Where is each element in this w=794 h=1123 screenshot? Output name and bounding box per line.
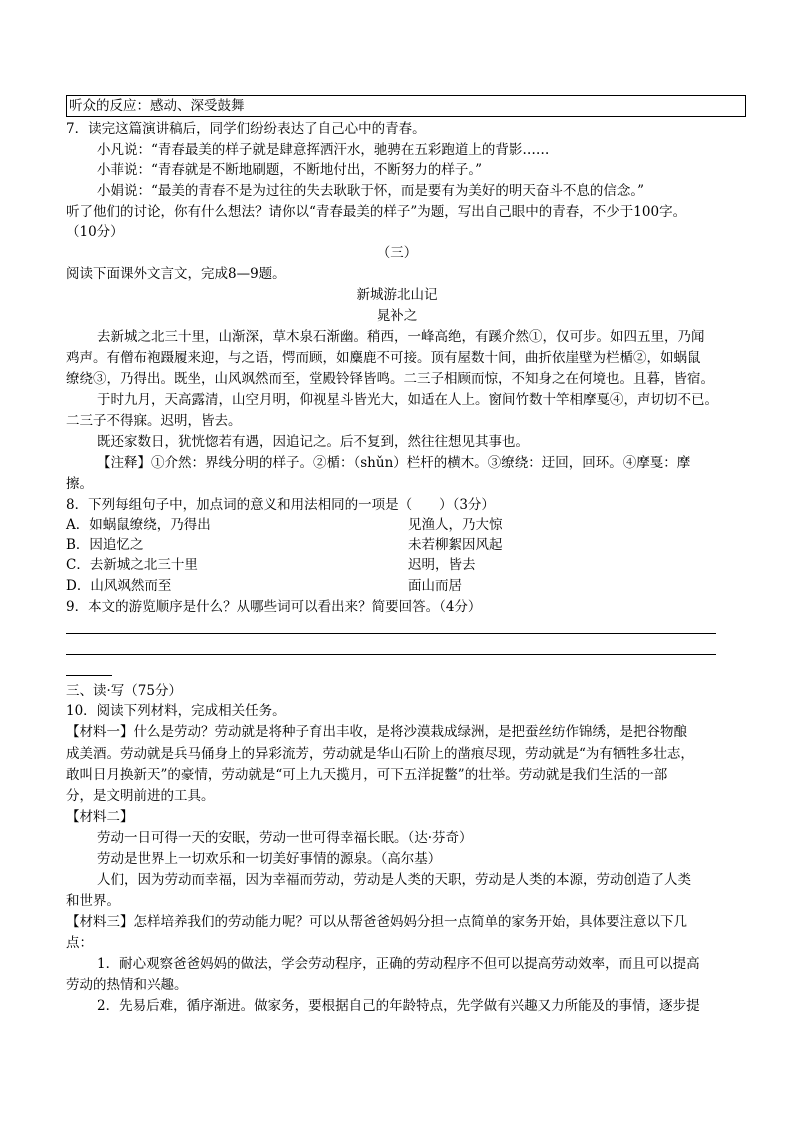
section3-heading: （三） xyxy=(376,245,418,261)
poem-author: 晁补之 xyxy=(376,308,418,324)
q8-option-c-right: 迟明，皆去 xyxy=(408,557,476,573)
material1-line1: 【材料一】什么是劳动？劳动就是将种子育出丰收，是将沙漠栽成绿洲，是把蚕丝纺作锦绣，是把谷物酿 xyxy=(66,724,687,740)
q7-xiaojuan: 小娟说：“最美的青春不是为过往的失去耿耿于怀，而是要有为美好的明天奋斗不息的信念。” xyxy=(97,183,645,199)
para1-line3: 缭绕③，乃得出。既坐，山风飒然而至，堂殿铃铎皆鸣。二三子相顾而惊，不知身之在何境也。且暮，皆宿。 xyxy=(66,371,714,387)
audience-reaction-text: 听众的反应：感动、深受鼓舞 xyxy=(69,98,245,114)
answer-line-3 xyxy=(66,675,112,676)
q7-stem: 7．读完这篇演讲稿后，同学们纷纷表达了自己心中的青春。 xyxy=(66,121,426,137)
q8-option-a-left: A．如蜗鼠缭绕，乃得出 xyxy=(66,517,211,533)
q8-option-a-right: 见渔人，乃大惊 xyxy=(408,517,503,533)
q7-task-line2: （10分） xyxy=(66,224,124,240)
para2-line1: 于时九月，天高露清，山空月明，仰视星斗皆光大，如适在人上。窗间竹数十竿相摩戛④，声切切不已。 xyxy=(97,392,718,408)
note-line2: 擦。 xyxy=(66,476,93,492)
q8-option-c-left: C．去新城之北三十里 xyxy=(66,557,198,573)
material3-point1-line2: 劳动的热情和兴趣。 xyxy=(66,977,188,993)
para1-line1: 去新城之北三十里，山渐深，草木泉石渐幽。稍西，一峰高绝，有蹊介然①，仅可步。如四五里，乃闻 xyxy=(97,329,705,345)
q8-option-b-right: 未若柳絮因风起 xyxy=(408,537,503,553)
material2-quote1: 劳动一日可得一天的安眠，劳动一世可得幸福长眠。（达·芬奇） xyxy=(97,830,473,846)
material1-line4: 分，是文明前进的工具。 xyxy=(66,788,215,804)
section3-instruction: 阅读下面课外文言文，完成8—9题。 xyxy=(66,266,286,282)
material1-line2: 成美酒。劳动就是兵马俑身上的异彩流芳，劳动就是华山石阶上的凿痕尽现，劳动就是“为有牺牲多壮志， xyxy=(66,746,694,762)
part3-heading: 三、读·写（75分） xyxy=(66,683,182,699)
material2-label: 【材料二】 xyxy=(66,809,134,825)
q8-stem: 8．下列每组句子中，加点词的意义和用法相同的一项是（ ）（3分） xyxy=(66,497,495,513)
q7-xiaofei: 小菲说：“青春就是不断地刷题，不断地付出，不断努力的样子。” xyxy=(97,162,483,178)
material1-line3: 敢叫日月换新天”的豪情，劳动就是“可上九天揽月，可下五洋捉鳖”的壮举。劳动就是我们生活的一部 xyxy=(66,767,668,783)
material3-line2: 点： xyxy=(66,935,93,951)
para1-line2: 鸡声。有僧布袍蹑履来迎，与之语，愕而顾，如麋鹿不可接。顶有屋数十间，曲折依崖壁为栏楯②，如蜗鼠 xyxy=(66,350,701,366)
note-line1: 【注释】①介然：界线分明的样子。②楯：（shǔn）栏杆的横木。③缭绕：迂回，回环。④摩戛：摩 xyxy=(97,455,691,471)
material3-point1-line1: 1．耐心观察爸爸妈妈的做法，学会劳动程序，正确的劳动程序不但可以提高劳动效率，而且可以提高 xyxy=(97,956,700,972)
answer-line-2 xyxy=(66,654,716,655)
material2-quote3-line1: 人们，因为劳动而幸福，因为幸福而劳动，劳动是人类的天职，劳动是人类的本源，劳动创造了人类 xyxy=(97,872,691,888)
q9-stem: 9．本文的游览顺序是什么？从哪些词可以看出来？简要回答。（4分） xyxy=(66,599,482,615)
poem-title: 新城游北山记 xyxy=(356,287,438,303)
q7-task-line1: 听了他们的讨论，你有什么想法？请你以“青春最美的样子”为题，写出自己眼中的青春，不少于100字。 xyxy=(66,204,687,220)
material3-point2-line1: 2．先易后难，循序渐进。做家务，要根据自己的年龄特点，先学做有兴趣又力所能及的事情，逐步提 xyxy=(97,998,700,1014)
q8-option-d-right: 面山而居 xyxy=(408,578,462,594)
answer-line-1 xyxy=(66,633,716,634)
material3-line1: 【材料三】怎样培养我们的劳动能力呢？可以从帮爸爸妈妈分担一点简单的家务开始，具体要注意以下几 xyxy=(66,914,687,930)
table-row-audience-reaction xyxy=(66,95,746,117)
q10-stem: 10．阅读下列材料，完成相关任务。 xyxy=(66,703,286,719)
q8-option-b-left: B．因追忆之 xyxy=(66,537,144,553)
q8-option-d-left: D．山风飒然而至 xyxy=(66,578,172,594)
material2-quote2: 劳动是世界上一切欢乐和一切美好事情的源泉。（高尔基） xyxy=(97,851,442,867)
q7-xiaofan: 小凡说：“青春最美的样子就是肆意挥洒汗水，驰骋在五彩跑道上的背影…… xyxy=(97,142,550,158)
para3-line1: 既还家数日，犹恍惚若有遇，因追记之。后不复到，然往往想见其事也。 xyxy=(97,434,529,450)
material2-quote3-line2: 和世界。 xyxy=(66,893,120,909)
para2-line2: 二三子不得寐。迟明，皆去。 xyxy=(66,413,242,429)
